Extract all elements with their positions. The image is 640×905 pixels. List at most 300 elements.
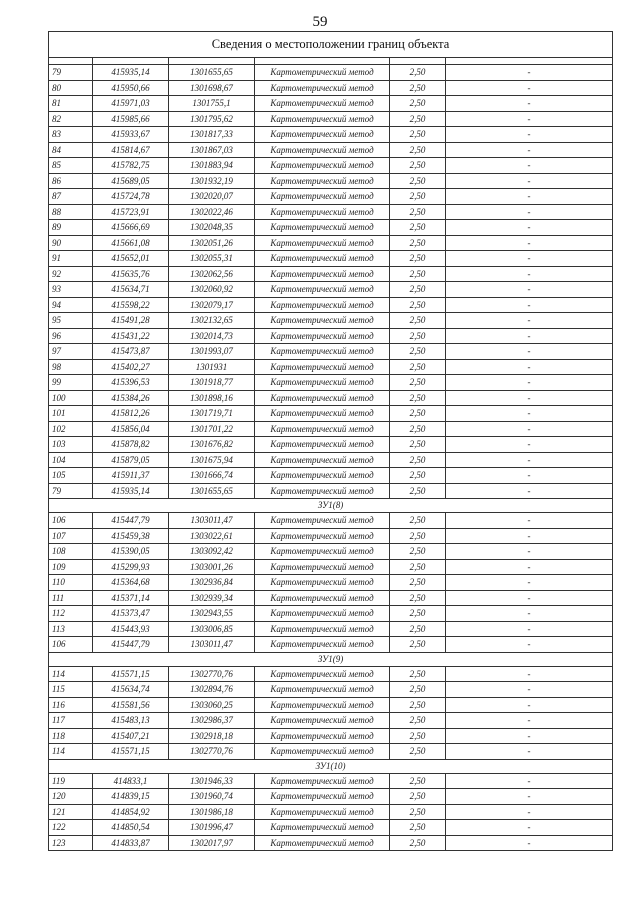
method-cell: Картометрический метод: [255, 266, 390, 282]
point-number-cell: 98: [49, 359, 93, 375]
point-number-cell: 84: [49, 142, 93, 158]
method-cell: Картометрический метод: [255, 313, 390, 329]
caption-spacer-row: [49, 58, 613, 65]
point-number-cell: 89: [49, 220, 93, 236]
precision-cell: 2,50: [390, 127, 446, 143]
spacer-cell: [93, 58, 169, 65]
point-number-cell: 80: [49, 80, 93, 96]
method-cell: Картометрический метод: [255, 344, 390, 360]
section-title: ЗУ1(10): [49, 759, 613, 773]
description-cell: -: [446, 220, 613, 236]
y-coordinate-cell: 1302020,07: [169, 189, 255, 205]
precision-cell: 2,50: [390, 483, 446, 499]
precision-cell: 2,50: [390, 96, 446, 112]
description-cell: -: [446, 142, 613, 158]
table-row: [49, 328, 613, 344]
description-cell: -: [446, 637, 613, 653]
precision-cell: 2,50: [390, 220, 446, 236]
method-cell: Картометрический метод: [255, 359, 390, 375]
x-coordinate-cell: 415407,21: [93, 728, 169, 744]
method-cell: Картометрический метод: [255, 142, 390, 158]
method-cell: Картометрический метод: [255, 804, 390, 820]
table-row: [49, 111, 613, 127]
table-row: [49, 575, 613, 591]
method-cell: Картометрический метод: [255, 251, 390, 267]
precision-cell: 2,50: [390, 820, 446, 836]
precision-cell: 2,50: [390, 452, 446, 468]
section-title-row: [49, 759, 613, 773]
precision-cell: 2,50: [390, 111, 446, 127]
x-coordinate-cell: 415299,93: [93, 559, 169, 575]
method-cell: Картометрический метод: [255, 483, 390, 499]
method-cell: Картометрический метод: [255, 452, 390, 468]
description-cell: -: [446, 606, 613, 622]
x-coordinate-cell: 415443,93: [93, 621, 169, 637]
point-number-cell: 88: [49, 204, 93, 220]
point-number-cell: 114: [49, 744, 93, 760]
x-coordinate-cell: 415390,05: [93, 544, 169, 560]
table-row: [49, 559, 613, 575]
point-number-cell: 93: [49, 282, 93, 298]
x-coordinate-cell: 415985,66: [93, 111, 169, 127]
spacer-cell: [49, 58, 93, 65]
description-cell: -: [446, 204, 613, 220]
point-number-cell: 110: [49, 575, 93, 591]
spacer-cell: [255, 58, 390, 65]
y-coordinate-cell: 1302048,35: [169, 220, 255, 236]
method-cell: Картометрический метод: [255, 235, 390, 251]
precision-cell: 2,50: [390, 606, 446, 622]
method-cell: Картометрический метод: [255, 282, 390, 298]
point-number-cell: 94: [49, 297, 93, 313]
y-coordinate-cell: 1301986,18: [169, 804, 255, 820]
y-coordinate-cell: 1303060,25: [169, 697, 255, 713]
table-row: [49, 80, 613, 96]
method-cell: Картометрический метод: [255, 637, 390, 653]
point-number-cell: 106: [49, 513, 93, 529]
x-coordinate-cell: 415373,47: [93, 606, 169, 622]
description-cell: -: [446, 282, 613, 298]
method-cell: Картометрический метод: [255, 127, 390, 143]
point-number-cell: 103: [49, 437, 93, 453]
method-cell: Картометрический метод: [255, 390, 390, 406]
method-cell: Картометрический метод: [255, 96, 390, 112]
y-coordinate-cell: 1302022,46: [169, 204, 255, 220]
y-coordinate-cell: 1301996,47: [169, 820, 255, 836]
table-row: [49, 65, 613, 81]
method-cell: Картометрический метод: [255, 697, 390, 713]
table-row: [49, 189, 613, 205]
table-row: [49, 804, 613, 820]
method-cell: Картометрический метод: [255, 575, 390, 591]
precision-cell: 2,50: [390, 468, 446, 484]
y-coordinate-cell: 1302014,73: [169, 328, 255, 344]
description-cell: -: [446, 590, 613, 606]
x-coordinate-cell: 415459,38: [93, 528, 169, 544]
x-coordinate-cell: 414854,92: [93, 804, 169, 820]
table-row: [49, 173, 613, 189]
description-cell: -: [446, 344, 613, 360]
x-coordinate-cell: 415661,08: [93, 235, 169, 251]
section-title-row: [49, 499, 613, 513]
x-coordinate-cell: 415635,76: [93, 266, 169, 282]
precision-cell: 2,50: [390, 666, 446, 682]
precision-cell: 2,50: [390, 359, 446, 375]
precision-cell: 2,50: [390, 142, 446, 158]
precision-cell: 2,50: [390, 313, 446, 329]
method-cell: Картометрический метод: [255, 328, 390, 344]
y-coordinate-cell: 1301676,82: [169, 437, 255, 453]
point-number-cell: 82: [49, 111, 93, 127]
description-cell: -: [446, 682, 613, 698]
description-cell: -: [446, 65, 613, 81]
precision-cell: 2,50: [390, 282, 446, 298]
y-coordinate-cell: 1301655,65: [169, 483, 255, 499]
y-coordinate-cell: 1303001,26: [169, 559, 255, 575]
y-coordinate-cell: 1301795,62: [169, 111, 255, 127]
table-row: [49, 142, 613, 158]
point-number-cell: 92: [49, 266, 93, 282]
x-coordinate-cell: 415384,26: [93, 390, 169, 406]
x-coordinate-cell: 415571,15: [93, 744, 169, 760]
x-coordinate-cell: 415447,79: [93, 637, 169, 653]
y-coordinate-cell: 1301817,33: [169, 127, 255, 143]
y-coordinate-cell: 1301932,19: [169, 173, 255, 189]
y-coordinate-cell: 1302055,31: [169, 251, 255, 267]
point-number-cell: 79: [49, 65, 93, 81]
precision-cell: 2,50: [390, 728, 446, 744]
x-coordinate-cell: 415689,05: [93, 173, 169, 189]
table-row: [49, 666, 613, 682]
x-coordinate-cell: 415491,28: [93, 313, 169, 329]
table-row: [49, 697, 613, 713]
x-coordinate-cell: 415879,05: [93, 452, 169, 468]
y-coordinate-cell: 1301918,77: [169, 375, 255, 391]
section-title-row: [49, 652, 613, 666]
table-caption-row: [49, 32, 613, 58]
table-row: [49, 313, 613, 329]
precision-cell: 2,50: [390, 235, 446, 251]
description-cell: -: [446, 96, 613, 112]
point-number-cell: 115: [49, 682, 93, 698]
table-body: [49, 32, 613, 851]
description-cell: -: [446, 544, 613, 560]
x-coordinate-cell: 415396,53: [93, 375, 169, 391]
description-cell: -: [446, 452, 613, 468]
description-cell: -: [446, 513, 613, 529]
spacer-cell: [169, 58, 255, 65]
table-row: [49, 359, 613, 375]
y-coordinate-cell: 1301931: [169, 359, 255, 375]
description-cell: -: [446, 111, 613, 127]
point-number-cell: 111: [49, 590, 93, 606]
table-row: [49, 820, 613, 836]
point-number-cell: 81: [49, 96, 93, 112]
table-row: [49, 713, 613, 729]
description-cell: -: [446, 713, 613, 729]
method-cell: Картометрический метод: [255, 835, 390, 851]
method-cell: Картометрический метод: [255, 375, 390, 391]
point-number-cell: 116: [49, 697, 93, 713]
x-coordinate-cell: 415431,22: [93, 328, 169, 344]
x-coordinate-cell: 415724,78: [93, 189, 169, 205]
precision-cell: 2,50: [390, 173, 446, 189]
method-cell: Картометрический метод: [255, 728, 390, 744]
point-number-cell: 120: [49, 789, 93, 805]
table-row: [49, 744, 613, 760]
spacer-cell: [446, 58, 613, 65]
table-row: [49, 590, 613, 606]
method-cell: Картометрический метод: [255, 204, 390, 220]
method-cell: Картометрический метод: [255, 80, 390, 96]
point-number-cell: 117: [49, 713, 93, 729]
description-cell: -: [446, 666, 613, 682]
table-row: [49, 251, 613, 267]
method-cell: Картометрический метод: [255, 437, 390, 453]
y-coordinate-cell: 1302939,34: [169, 590, 255, 606]
x-coordinate-cell: 415447,79: [93, 513, 169, 529]
y-coordinate-cell: 1303006,85: [169, 621, 255, 637]
x-coordinate-cell: 415933,67: [93, 127, 169, 143]
y-coordinate-cell: 1303092,42: [169, 544, 255, 560]
table-row: [49, 835, 613, 851]
precision-cell: 2,50: [390, 251, 446, 267]
method-cell: Картометрический метод: [255, 666, 390, 682]
method-cell: Картометрический метод: [255, 111, 390, 127]
table-row: [49, 728, 613, 744]
x-coordinate-cell: 415652,01: [93, 251, 169, 267]
method-cell: Картометрический метод: [255, 590, 390, 606]
description-cell: -: [446, 744, 613, 760]
y-coordinate-cell: 1302062,56: [169, 266, 255, 282]
precision-cell: 2,50: [390, 559, 446, 575]
table-caption: Сведения о местоположении границ объекта: [49, 32, 613, 58]
y-coordinate-cell: 1301655,65: [169, 65, 255, 81]
y-coordinate-cell: 1302770,76: [169, 744, 255, 760]
x-coordinate-cell: 414833,87: [93, 835, 169, 851]
precision-cell: 2,50: [390, 437, 446, 453]
method-cell: Картометрический метод: [255, 421, 390, 437]
x-coordinate-cell: 415364,68: [93, 575, 169, 591]
y-coordinate-cell: 1301898,16: [169, 390, 255, 406]
y-coordinate-cell: 1302770,76: [169, 666, 255, 682]
description-cell: -: [446, 437, 613, 453]
precision-cell: 2,50: [390, 804, 446, 820]
table-row: [49, 637, 613, 653]
point-number-cell: 106: [49, 637, 93, 653]
precision-cell: 2,50: [390, 65, 446, 81]
precision-cell: 2,50: [390, 344, 446, 360]
point-number-cell: 121: [49, 804, 93, 820]
precision-cell: 2,50: [390, 575, 446, 591]
x-coordinate-cell: 415935,14: [93, 65, 169, 81]
method-cell: Картометрический метод: [255, 544, 390, 560]
table-row: [49, 282, 613, 298]
point-number-cell: 100: [49, 390, 93, 406]
precision-cell: 2,50: [390, 328, 446, 344]
y-coordinate-cell: 1302894,76: [169, 682, 255, 698]
precision-cell: 2,50: [390, 513, 446, 529]
y-coordinate-cell: 1303022,61: [169, 528, 255, 544]
table-row: [49, 96, 613, 112]
description-cell: -: [446, 390, 613, 406]
table-row: [49, 220, 613, 236]
precision-cell: 2,50: [390, 204, 446, 220]
x-coordinate-cell: 415571,15: [93, 666, 169, 682]
y-coordinate-cell: 1302079,17: [169, 297, 255, 313]
x-coordinate-cell: 415371,14: [93, 590, 169, 606]
method-cell: Картометрический метод: [255, 820, 390, 836]
method-cell: Картометрический метод: [255, 713, 390, 729]
x-coordinate-cell: 414850,54: [93, 820, 169, 836]
point-number-cell: 123: [49, 835, 93, 851]
x-coordinate-cell: 415911,37: [93, 468, 169, 484]
precision-cell: 2,50: [390, 697, 446, 713]
point-number-cell: 107: [49, 528, 93, 544]
table-row: [49, 390, 613, 406]
method-cell: Картометрический метод: [255, 158, 390, 174]
method-cell: Картометрический метод: [255, 621, 390, 637]
description-cell: -: [446, 820, 613, 836]
description-cell: -: [446, 375, 613, 391]
table-row: [49, 204, 613, 220]
x-coordinate-cell: 414833,1: [93, 773, 169, 789]
method-cell: Картометрический метод: [255, 468, 390, 484]
point-number-cell: 112: [49, 606, 93, 622]
precision-cell: 2,50: [390, 406, 446, 422]
x-coordinate-cell: 415634,71: [93, 282, 169, 298]
description-cell: -: [446, 189, 613, 205]
method-cell: Картометрический метод: [255, 220, 390, 236]
y-coordinate-cell: 1302017,97: [169, 835, 255, 851]
table-row: [49, 158, 613, 174]
y-coordinate-cell: 1302060,92: [169, 282, 255, 298]
description-cell: -: [446, 773, 613, 789]
precision-cell: 2,50: [390, 744, 446, 760]
x-coordinate-cell: 415971,03: [93, 96, 169, 112]
page-number: 59: [312, 14, 328, 30]
precision-cell: 2,50: [390, 390, 446, 406]
boundary-coordinates-table: [48, 31, 613, 851]
y-coordinate-cell: 1302051,26: [169, 235, 255, 251]
point-number-cell: 105: [49, 468, 93, 484]
point-number-cell: 79: [49, 483, 93, 499]
precision-cell: 2,50: [390, 375, 446, 391]
y-coordinate-cell: 1303011,47: [169, 513, 255, 529]
y-coordinate-cell: 1303011,47: [169, 637, 255, 653]
method-cell: Картометрический метод: [255, 606, 390, 622]
y-coordinate-cell: 1301698,67: [169, 80, 255, 96]
method-cell: Картометрический метод: [255, 789, 390, 805]
precision-cell: 2,50: [390, 80, 446, 96]
x-coordinate-cell: 415581,56: [93, 697, 169, 713]
x-coordinate-cell: 414839,15: [93, 789, 169, 805]
x-coordinate-cell: 415666,69: [93, 220, 169, 236]
table-row: [49, 606, 613, 622]
method-cell: Картометрический метод: [255, 406, 390, 422]
table-row: [49, 773, 613, 789]
table-row: [49, 375, 613, 391]
method-cell: Картометрический метод: [255, 297, 390, 313]
description-cell: -: [446, 173, 613, 189]
x-coordinate-cell: 415598,22: [93, 297, 169, 313]
table-row: [49, 528, 613, 544]
y-coordinate-cell: 1301960,74: [169, 789, 255, 805]
point-number-cell: 109: [49, 559, 93, 575]
description-cell: -: [446, 328, 613, 344]
point-number-cell: 97: [49, 344, 93, 360]
x-coordinate-cell: 415878,82: [93, 437, 169, 453]
method-cell: Картометрический метод: [255, 559, 390, 575]
description-cell: -: [446, 158, 613, 174]
description-cell: -: [446, 621, 613, 637]
y-coordinate-cell: 1302986,37: [169, 713, 255, 729]
precision-cell: 2,50: [390, 421, 446, 437]
y-coordinate-cell: 1302132,65: [169, 313, 255, 329]
description-cell: -: [446, 266, 613, 282]
y-coordinate-cell: 1301867,03: [169, 142, 255, 158]
section-title: ЗУ1(9): [49, 652, 613, 666]
point-number-cell: 96: [49, 328, 93, 344]
precision-cell: 2,50: [390, 297, 446, 313]
description-cell: -: [446, 559, 613, 575]
point-number-cell: 102: [49, 421, 93, 437]
y-coordinate-cell: 1301755,1: [169, 96, 255, 112]
description-cell: -: [446, 575, 613, 591]
point-number-cell: 91: [49, 251, 93, 267]
precision-cell: 2,50: [390, 528, 446, 544]
description-cell: -: [446, 127, 613, 143]
spacer-cell: [390, 58, 446, 65]
x-coordinate-cell: 415782,75: [93, 158, 169, 174]
description-cell: -: [446, 251, 613, 267]
point-number-cell: 95: [49, 313, 93, 329]
x-coordinate-cell: 415483,13: [93, 713, 169, 729]
precision-cell: 2,50: [390, 590, 446, 606]
x-coordinate-cell: 415812,26: [93, 406, 169, 422]
method-cell: Картометрический метод: [255, 513, 390, 529]
precision-cell: 2,50: [390, 773, 446, 789]
y-coordinate-cell: 1301883,94: [169, 158, 255, 174]
description-cell: -: [446, 235, 613, 251]
x-coordinate-cell: 415402,27: [93, 359, 169, 375]
description-cell: -: [446, 297, 613, 313]
precision-cell: 2,50: [390, 789, 446, 805]
table-row: [49, 297, 613, 313]
table-row: [49, 266, 613, 282]
method-cell: Картометрический метод: [255, 744, 390, 760]
description-cell: -: [446, 804, 613, 820]
x-coordinate-cell: 415814,67: [93, 142, 169, 158]
method-cell: Картометрический метод: [255, 173, 390, 189]
method-cell: Картометрический метод: [255, 682, 390, 698]
description-cell: -: [446, 359, 613, 375]
description-cell: -: [446, 80, 613, 96]
method-cell: Картометрический метод: [255, 189, 390, 205]
point-number-cell: 114: [49, 666, 93, 682]
description-cell: -: [446, 313, 613, 329]
point-number-cell: 104: [49, 452, 93, 468]
description-cell: -: [446, 528, 613, 544]
table-row: [49, 421, 613, 437]
description-cell: -: [446, 406, 613, 422]
precision-cell: 2,50: [390, 544, 446, 560]
y-coordinate-cell: 1301666,74: [169, 468, 255, 484]
precision-cell: 2,50: [390, 266, 446, 282]
method-cell: Картометрический метод: [255, 528, 390, 544]
description-cell: -: [446, 697, 613, 713]
table-row: [49, 344, 613, 360]
